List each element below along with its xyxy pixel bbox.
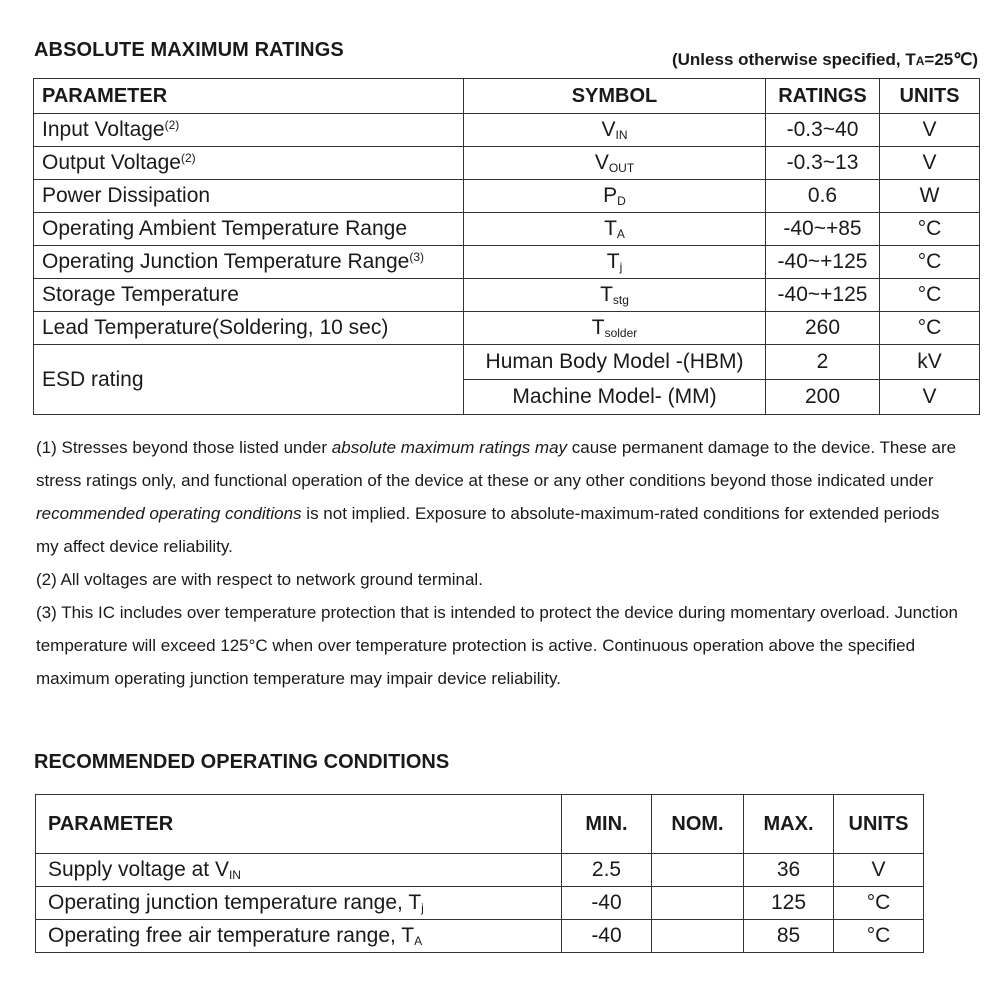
table-row — [36, 854, 924, 887]
unit-cell: V — [880, 147, 980, 180]
table-row — [34, 246, 980, 279]
table-row — [34, 180, 980, 213]
unit-cell: W — [880, 180, 980, 213]
table-row — [36, 920, 924, 953]
table-header-row — [36, 795, 924, 854]
table-row — [34, 279, 980, 312]
table-row — [34, 147, 980, 180]
symbol-cell: $T_j$ — [464, 246, 766, 279]
parameter-cell: Input Voltage$^{(2)}$ — [34, 114, 464, 147]
unit-cell: V — [880, 114, 980, 147]
header-parameter: PARAMETER — [36, 795, 562, 854]
unit-cell: kV — [880, 345, 980, 380]
header-ratings: RATINGS — [766, 79, 880, 114]
rating-cell: -40~+125 — [766, 246, 880, 279]
max-cell: 125 — [744, 887, 834, 920]
table-row — [34, 114, 980, 147]
unit-cell: V — [834, 854, 924, 887]
esd-model-cell: Human Body Model -(HBM) — [464, 345, 766, 380]
header-nom: NOM. — [652, 795, 744, 854]
parameter-cell: Operating Junction Temperature Range$^{(3)}$ — [34, 246, 464, 279]
parameter-cell: Operating free air temperature range, $T_A$ — [36, 920, 562, 953]
max-cell: 36 — [744, 854, 834, 887]
unit-cell: °C — [834, 920, 924, 953]
esd-parameter-cell: ESD rating — [34, 345, 464, 415]
unit-cell: V — [880, 380, 980, 415]
condition-note: (Unless otherwise specified, TA=25℃) — [671, 50, 978, 69]
symbol-cell: $T_{solder}$ — [464, 312, 766, 345]
header-symbol: SYMBOL — [464, 79, 766, 114]
parameter-cell: Power Dissipation — [34, 180, 464, 213]
parameter-cell: Supply voltage at $V_{IN}$ — [36, 854, 562, 887]
abs-max-table — [33, 78, 980, 415]
rec-op-table — [35, 794, 924, 953]
header-units: UNITS — [834, 795, 924, 854]
nom-cell — [652, 854, 744, 887]
parameter-cell: Storage Temperature — [34, 279, 464, 312]
rating-cell: 260 — [766, 312, 880, 345]
parameter-cell: Operating Ambient Temperature Range — [34, 213, 464, 246]
abs-max-title: ABSOLUTE MAXIMUM RATINGS — [34, 39, 344, 61]
symbol-cell: $V_{IN}$ — [464, 114, 766, 147]
unit-cell: °C — [880, 279, 980, 312]
footnotes — [36, 431, 966, 695]
unit-cell: °C — [880, 312, 980, 345]
rec-op-title: RECOMMENDED OPERATING CONDITIONS — [34, 751, 450, 773]
unit-cell: °C — [880, 246, 980, 279]
rating-cell: -40~+85 — [766, 213, 880, 246]
footnote-1: (1) Stresses beyond those listed under absolute maximum ratings may cause permanent damage to the device. These are stress ratings only, and functional operation of the device at these or any other conditions beyond those indicated under recommended operating conditions is not implied. Exposure to absolute-maximum-rated conditions for extended periods my affect device reliability. — [36, 438, 957, 556]
symbol-cell: $T_{stg}$ — [464, 279, 766, 312]
unit-cell: °C — [834, 887, 924, 920]
rating-cell: 200 — [766, 380, 880, 415]
symbol-cell: $T_A$ — [464, 213, 766, 246]
table-row-esd-hbm — [34, 345, 980, 380]
rating-cell: 0.6 — [766, 180, 880, 213]
min-cell: 2.5 — [562, 854, 652, 887]
footnote-3: (3) This IC includes over temperature protection that is intended to protect the device during momentary overload. Junction temperature will exceed 125°C when over temperature protection is active. Continuous operation above the specified maximum operating junction temperature may impair device reliability. — [36, 603, 958, 688]
header-max: MAX. — [744, 795, 834, 854]
min-cell: -40 — [562, 920, 652, 953]
parameter-cell: Lead Temperature(Soldering, 10 sec) — [34, 312, 464, 345]
rating-cell: -0.3~40 — [766, 114, 880, 147]
min-cell: -40 — [562, 887, 652, 920]
nom-cell — [652, 887, 744, 920]
parameter-cell: Output Voltage$^{(2)}$ — [34, 147, 464, 180]
footnote-2: (2) All voltages are with respect to network ground terminal. — [36, 570, 483, 589]
table-row — [36, 887, 924, 920]
max-cell: 85 — [744, 920, 834, 953]
header-units: UNITS — [880, 79, 980, 114]
unit-cell: °C — [880, 213, 980, 246]
rating-cell: 2 — [766, 345, 880, 380]
table-row — [34, 213, 980, 246]
esd-model-cell: Machine Model- (MM) — [464, 380, 766, 415]
table-header-row — [34, 79, 980, 114]
rating-cell: -40~+125 — [766, 279, 880, 312]
header-min: MIN. — [562, 795, 652, 854]
header-parameter: PARAMETER — [34, 79, 464, 114]
nom-cell — [652, 920, 744, 953]
parameter-cell: Operating junction temperature range, $T_j$ — [36, 887, 562, 920]
symbol-cell: $V_{OUT}$ — [464, 147, 766, 180]
symbol-cell: $P_D$ — [464, 180, 766, 213]
table-row — [34, 312, 980, 345]
rating-cell: -0.3~13 — [766, 147, 880, 180]
